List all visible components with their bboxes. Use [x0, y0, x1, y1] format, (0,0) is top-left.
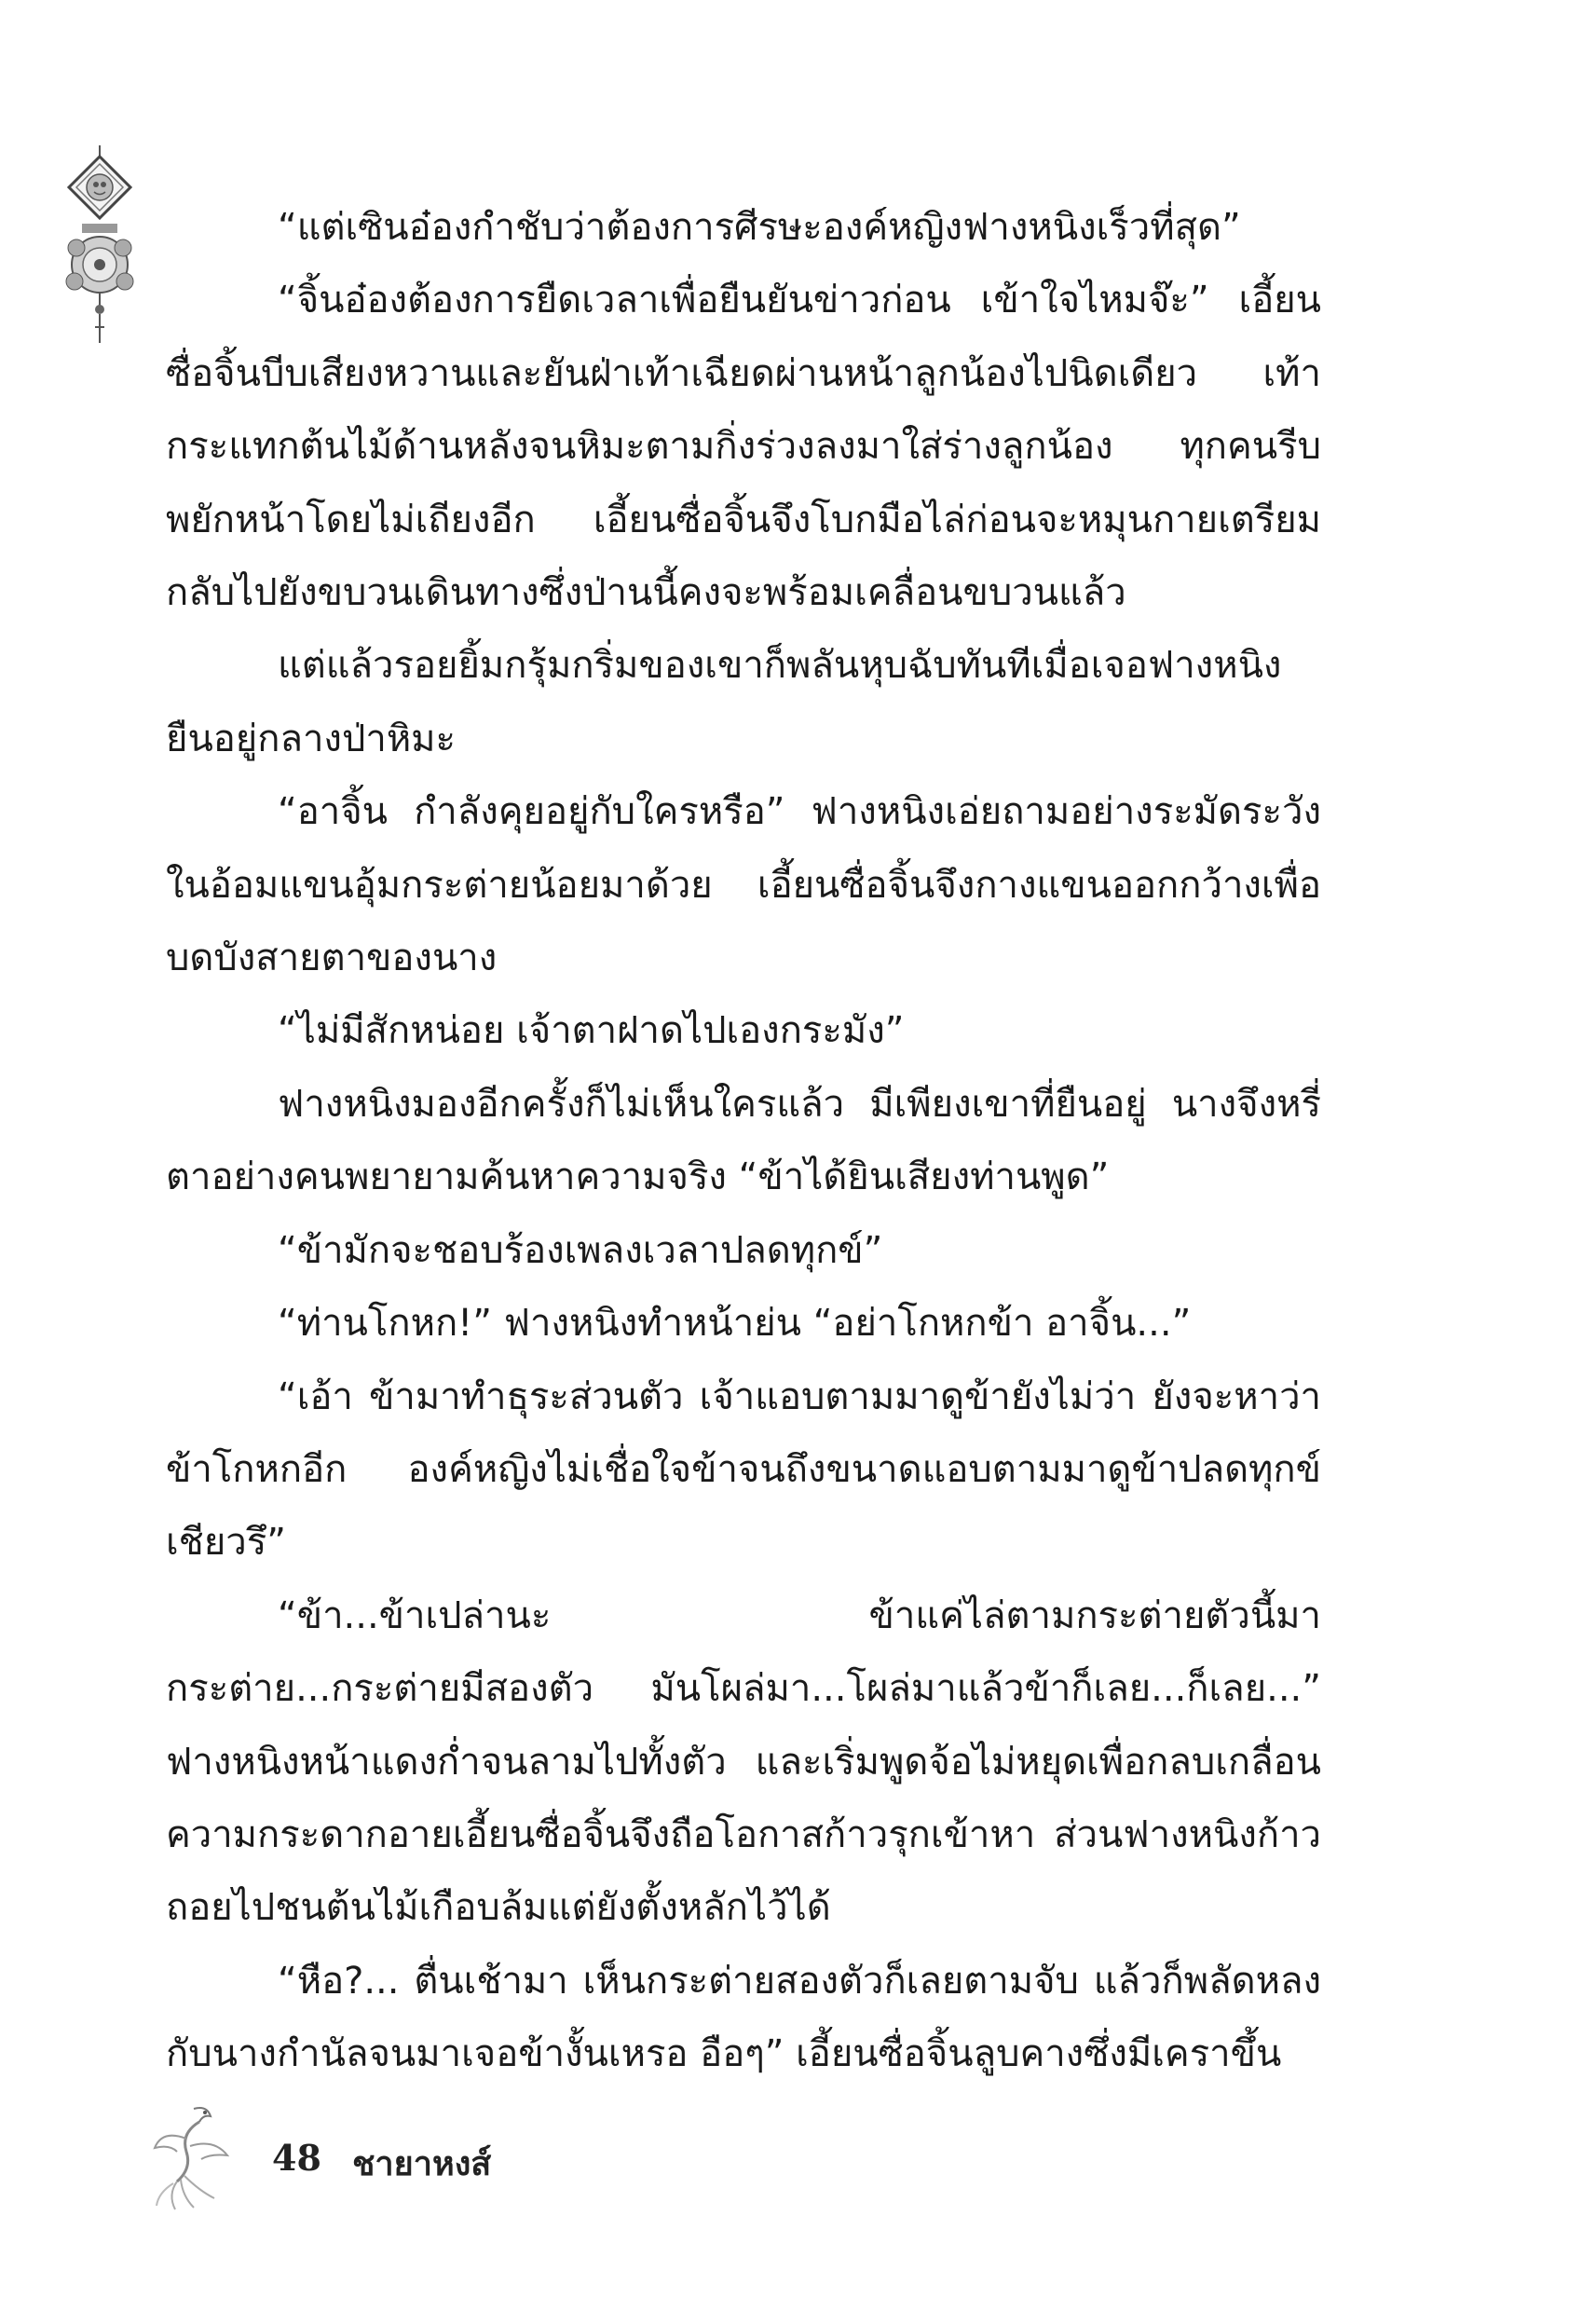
paragraph: “แต่เซินอ๋องกำชับว่าต้องการศีรษะองค์หญิงฟางหนิงเร็วที่สุด” — [278, 206, 1241, 249]
paragraph: “เอ้า ข้ามาทำธุระส่วนตัว เจ้าแอบตามมาดูข้ายังไม่ว่า ยังจะหาว่าข้าโกหกอีก องค์หญิงไม่เชื่อใจข้าจนถึงขนาดแอบตามมาดูข้าปลดทุกข์เชียวรึ” — [166, 1374, 1321, 1565]
paragraph: “จิ้นอ๋องต้องการยืดเวลาเพื่อยืนยันข่าวก่อน เข้าใจไหมจ๊ะ” เอี้ยนซื่อจิ้นบีบเสียงหวานและยันฝ่าเท้าเฉียดผ่านหน้าลูกน้องไปนิดเดียว เท้ากระแทกต้นไม้ด้านหลังจนหิมะตามกิ่งร่วงลงมาใส่ร่างลูกน้อง ทุกคนรีบพยักหน้าโดยไม่เถียงอีก เอี้ยนซื่อจิ้นจึงโบกมือไล่ก่อนจะหมุนกายเตรียมกลับไปยังขบวนเดินทางซึ่งป่านนี้คงจะพร้อมเคลื่อนขบวนแล้ว — [166, 279, 1321, 615]
paragraph: “ข้า...ข้าเปล่านะ ข้าแค่ไล่ตามกระต่ายตัวนี้มา กระต่าย...กระต่ายมีสองตัว มันโผล่มา...โผล่มาแล้วข้าก็เลย...ก็เลย...” ฟางหนิงหน้าแดงก่ำจนลามไปทั้งตัว และเริ่มพูดจ้อไม่หยุดเพื่อกลบเกลื่อนความกระดากอายเอี้ยนซื่อจิ้นจึงถือโอกาสก้าวรุกเข้าหา ส่วนฟางหนิงก้าวถอยไปชนต้นไม้เกือบล้มแต่ยังตั้งหลักไว้ได้ — [166, 1593, 1321, 1930]
phoenix-icon — [149, 2101, 238, 2213]
book-title: ชายาหงส์ — [352, 2144, 492, 2183]
paragraph: “อาจิ้น กำลังคุยอยู่กับใครหรือ” ฟางหนิงเอ่ยถามอย่างระมัดระวังในอ้อมแขนอุ้มกระต่ายน้อยมาด้วย เอี้ยนซื่อจิ้นจึงกางแขนออกกว้างเพื่อบดบังสายตาของนาง — [166, 790, 1321, 980]
paragraph: ฟางหนิงมองอีกครั้งก็ไม่เห็นใครแล้ว มีเพียงเขาที่ยืนอยู่ นางจึงหรี่ตาอย่างคนพยายามค้นหาความจริง “ข้าได้ยินเสียงท่านพูด” — [166, 1082, 1321, 1199]
paragraph: แต่แล้วรอยยิ้มกรุ้มกริ่มของเขาก็พลันหุบฉับทันทีเมื่อเจอฟางหนิงยืนอยู่กลางป่าหิมะ — [166, 644, 1282, 760]
page-number: 48 — [272, 2137, 321, 2179]
paragraph: “ไม่มีสักหน่อย เจ้าตาฝาดไปเองกระมัง” — [278, 1009, 905, 1053]
paragraph: “ข้ามักจะชอบร้องเพลงเวลาปลดทุกข์” — [278, 1228, 883, 1272]
paragraph: “ท่านโกหก!” ฟางหนิงทำหน้าย่น “อย่าโกหกข้า อาจิ้น...” — [278, 1302, 1192, 1346]
body-text — [166, 191, 1321, 2091]
lantern-emblem-icon — [58, 145, 142, 346]
paragraph: “หือ?... ตื่นเช้ามา เห็นกระต่ายสองตัวก็เลยตามจับ แล้วก็พลัดหลงกับนางกำนัลจนมาเจอข้างั้นเหรอ อือๆ” เอี้ยนซื่อจิ้นลูบคางซึ่งมีเคราขึ้น — [166, 1959, 1321, 2076]
page-footer — [149, 2101, 708, 2213]
